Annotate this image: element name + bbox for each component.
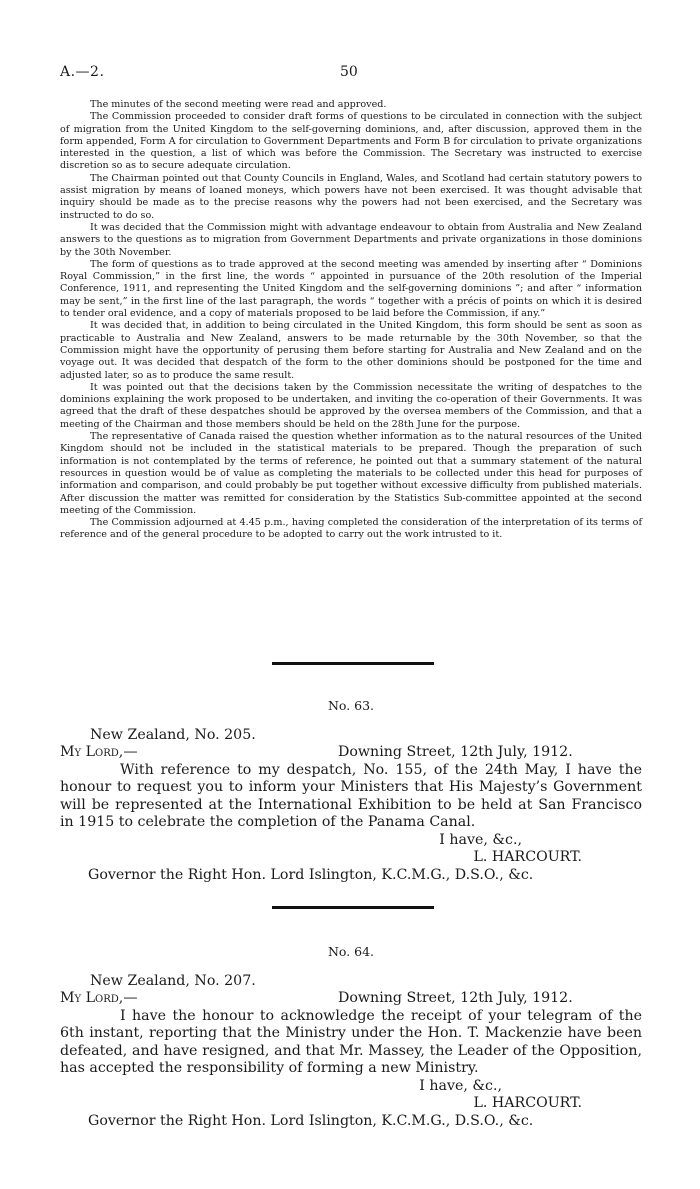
section-divider [272, 662, 434, 665]
page-number: 50 [340, 64, 358, 80]
signature: L. HARCOURT. [473, 1095, 582, 1111]
minutes-paragraph: The Commission proceeded to consider draft forms of questions to be circulated in connection with the subject of migration from the United Kingdom to the self-governing dominions, and, after discussion, approved them in the form appended, Form A for circulation to Government Departments and Form B for circulation to private organizations interested in the question, a list of which was before the Commission. The Secretary was instructed to exercise discretion so as to secure adequate circulation. [60, 111, 642, 172]
signature-row [60, 849, 642, 867]
despatch-64 [60, 943, 642, 1130]
despatch-63 [60, 697, 642, 884]
minutes-paragraph: The minutes of the second meeting were read and approved. [90, 99, 387, 110]
minutes-paragraph: It was decided that, in addition to being circulated in the United Kingdom, this form should be sent as soon as practicable to Australia and New Zealand, answers to be made returnable by the 30th November, so that the Commission might have the opportunity of perusing them before starting for Australia and New Zealand and on the voyage out. It was decided that despatch of the form to the other dominions should be postponed for the time and adjusted later, so as to produce the same result. [60, 320, 642, 381]
minutes-paragraph: The form of questions as to trade approved at the second meeting was amended by inserting after “ Dominions Royal Commission,” in the first line, the words “ appointed in pursuance of the 20th resolution of the Imperial Conference, 1911, and representing the United Kingdom and the self-governing dominions ”; and after “ information may be sent,” in the first line of the last paragraph, the words “ together with a précis of points on which it is desired to tender oral evidence, and a copy of materials proposed to be laid before the Commission, if any.” [60, 258, 642, 320]
closing-row [60, 832, 642, 850]
despatch-number: No. 64. [327, 944, 375, 959]
parliamentary-paper-reference: A.—2. [60, 64, 105, 80]
signature: L. HARCOURT. [473, 849, 582, 865]
salutation-row [60, 744, 642, 762]
despatch-reference: New Zealand, No. 207. [90, 972, 256, 989]
minutes-paragraph: The representative of Canada raised the question whether information as to the natural resources of the United Kingdom should not be included in the statistical materials to be prepared. Though the preparation of such information is not contemplated by the terms of reference, he pointed out that a summary statement of the natural resources in question would be of value as completing the materials to be collected under this head for purposes of information and comparison, and could probably be put together without excessive difficulty from published materials. After discussion the matter was remitted for consideration by the Statistics Sub-committee appointed at the second meeting of the Commission. [60, 431, 642, 516]
minutes-paragraph: The Chairman pointed out that County Councils in England, Wales, and Scotland had certain statutory powers to assist migration by means of loaned moneys, which powers have not been exercised. It was thought advisable that inquiry should be made as to the precise reasons why the powers had not been exercised, and the Secretary was instructed to do so. [60, 172, 642, 221]
salutation-row [60, 990, 642, 1008]
minutes-paragraph: It was decided that the Commission might with advantage endeavour to obtain from Australia and New Zealand answers to the questions as to migration from Government Departments and private organizations in those dominions by the 30th November. [60, 221, 642, 258]
place-date: Downing Street, 12th July, 1912. [338, 990, 573, 1006]
minutes-paragraph: The Commission adjourned at 4.45 p.m., having completed the consideration of the interpretation of its terms of reference and of the general procedure to be adopted to carry out the work intrusted to it. [60, 517, 642, 541]
despatch-number: No. 63. [327, 698, 375, 713]
minutes-paragraph: It was pointed out that the decisions taken by the Commission necessitate the writing of despatches to the dominions explaining the work proposed to be undertaken, and inviting the co-operation of their Governments. It was agreed that the draft of these despatches should be approved by the oversea members of the Commission, and that a meeting of the Chairman and those members should be held on the 28th June for the purpose. [60, 381, 642, 430]
salutation: My Lord,— [60, 744, 138, 760]
closing: I have, &c., [419, 1077, 502, 1094]
closing-row [60, 1078, 642, 1096]
addressee: Governor the Right Hon. Lord Islington, K.C.M.G., D.S.O., &c. [88, 866, 534, 883]
despatch-body [60, 1008, 642, 1078]
despatch-body [60, 762, 642, 832]
addressee: Governor the Right Hon. Lord Islington, K.C.M.G., D.S.O., &c. [88, 1112, 534, 1129]
salutation: My Lord,— [60, 990, 138, 1006]
minutes-section [60, 99, 642, 542]
despatch-body-text: I have the honour to acknowledge the receipt of your telegram of the 6th instant, reporting that the Ministry under the Hon. T. Mackenzie have been defeated, and have resigned, and that Mr. Massey, the Leader of the Opposition, has accepted the responsibility of forming a new Ministry. [60, 1007, 642, 1076]
signature-row [60, 1095, 642, 1113]
place-date: Downing Street, 12th July, 1912. [338, 744, 573, 760]
despatch-body-text: With reference to my despatch, No. 155, of the 24th May, I have the honour to request you to inform your Ministers that His Majesty’s Government will be represented at the International Exhibition to be held at San Francisco in 1915 to celebrate the completion of the Panama Canal. [60, 761, 642, 830]
closing: I have, &c., [439, 831, 522, 848]
despatch-reference: New Zealand, No. 205. [90, 726, 256, 743]
section-divider [272, 906, 434, 909]
